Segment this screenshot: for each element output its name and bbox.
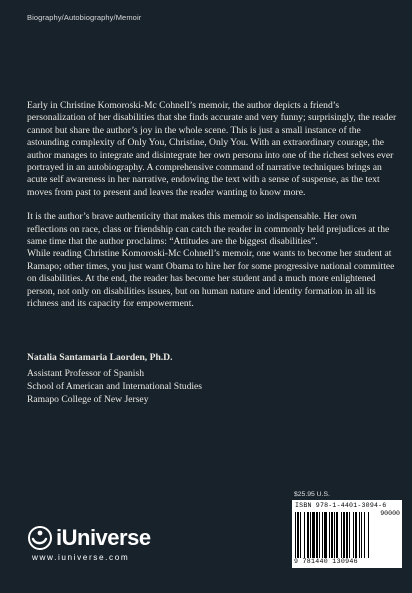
barcode-bar xyxy=(331,512,333,558)
barcode-bar xyxy=(341,512,342,558)
endorser-title: Assistant Professor of Spanish xyxy=(27,368,144,379)
back-cover-blurb xyxy=(27,100,399,323)
isbn-barcode xyxy=(292,500,402,568)
isbn-number: ISBN 978-1-4401-3094-6 xyxy=(295,502,387,509)
barcode-bar xyxy=(353,512,354,558)
barcode-bar xyxy=(368,512,369,558)
endorser-college: Ramapo College of New Jersey xyxy=(27,394,149,405)
barcode-bar xyxy=(336,512,338,558)
endorsement-signature xyxy=(27,351,202,406)
price-code: 90000 xyxy=(380,510,400,517)
barcode-bar xyxy=(346,512,348,558)
barcode-bar xyxy=(364,512,365,558)
barcode-bar xyxy=(359,512,360,558)
publisher-name: iUniverse xyxy=(56,525,151,550)
barcode-bar xyxy=(307,512,309,558)
publisher-logo xyxy=(28,525,151,551)
blurb-paragraph: While reading Christine Komoroski-Mc Cohnell’s memoir, one wants to become her student at Ramapo; other times, you just want Obama to hire her for some progressive national committee on disabilities. At the end, the reader has become her student and a much more enlightened person, not only on disabilities issues, but on human nature and identity formation in all its richness and its capacity for empowerment. xyxy=(27,248,395,310)
publisher-url: www.iuniverse.com xyxy=(32,553,130,562)
barcode-bar xyxy=(312,512,315,558)
barcode-bar xyxy=(319,512,320,558)
barcode-bar xyxy=(329,512,330,558)
barcode-bar xyxy=(334,512,335,558)
blurb-paragraph: Early in Christine Komoroski-Mc Cohnell’s memoir, the author depicts a friend’s personalization of her disabilities that she finds accurate and very funny; surprisingly, the reader cannot but share the author’s joy in the whole scene. This is just a small instance of the astounding complexity of Only You, Christine, Only You. With an extraordinary courage, the author manages to integrate and disintegrate her own persona into one of the richest selves ever portrayed in an autobiography. A comprehensive command of narrative techniques brings an acute self awareness in her narrative, endowing the text with a sense of suspense, as the text moves from past to present and leaves the reader wanting to know more. xyxy=(27,100,397,198)
price-label: $25.95 U.S. xyxy=(294,491,330,498)
barcode-bars xyxy=(295,512,399,558)
ean-number: 9 781440 130946 xyxy=(294,558,358,565)
iuniverse-swirl-icon xyxy=(28,526,52,550)
endorser-name: Natalia Santamaria Laorden, Ph.D. xyxy=(27,352,173,363)
barcode-bar xyxy=(297,512,299,558)
blurb-paragraph: It is the author’s brave authenticity that makes this memoir so indispensable. Her own reflections on race, class or friendship can catch the reader in commonly held prejudices at the same time that the author proclaims: “Attitudes are the biggest disabilities”. xyxy=(27,211,390,248)
barcode-bar xyxy=(304,512,305,558)
barcode-bar xyxy=(300,512,301,558)
barcode-bar xyxy=(316,512,318,558)
barcode-bar xyxy=(361,512,362,558)
endorser-school: School of American and International Studies xyxy=(27,381,203,392)
barcode-bar xyxy=(324,512,327,558)
barcode-bar xyxy=(310,512,311,558)
barcode-bar xyxy=(322,512,323,558)
barcode-bar xyxy=(343,512,345,558)
barcode-bar xyxy=(349,512,350,558)
barcode-bar xyxy=(355,512,357,558)
category-label: Biography/Autobiography/Memoir xyxy=(27,13,142,22)
barcode-bar xyxy=(295,512,296,558)
